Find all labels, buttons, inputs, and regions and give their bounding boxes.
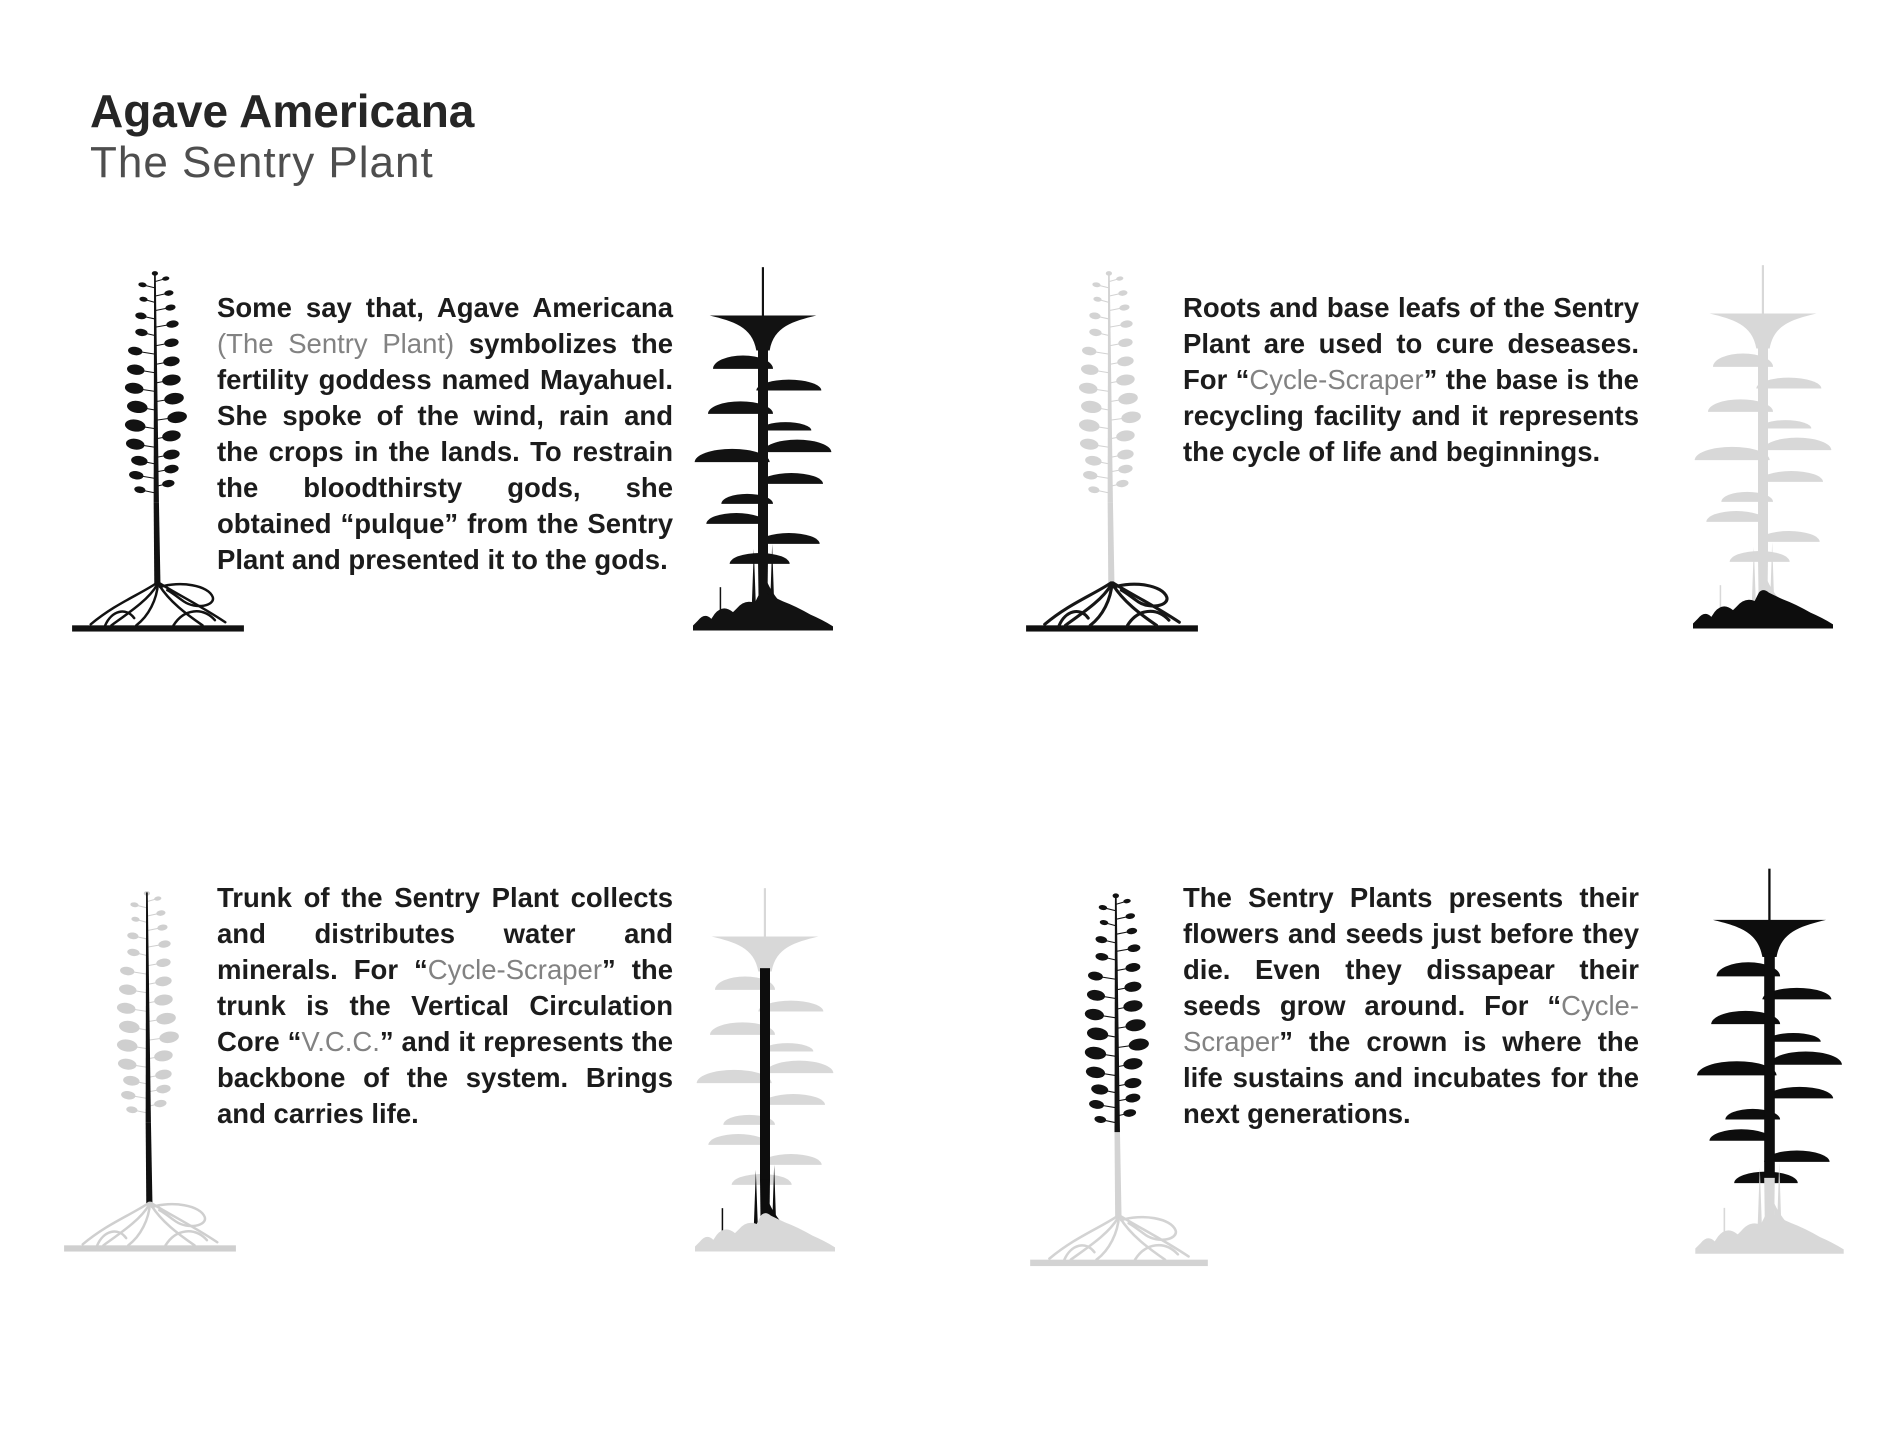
paragraph-roots <box>1183 290 1639 470</box>
body-text: Some say that, Agave Americana <box>217 292 673 323</box>
base-mound <box>1695 1213 1843 1254</box>
trunk-upper <box>1764 953 1775 1179</box>
sketch-roots <box>1049 1216 1188 1260</box>
crown-funnel <box>1710 314 1817 349</box>
ground-line <box>1030 1260 1208 1266</box>
ground-line <box>1026 625 1198 631</box>
agave-sketch-illustration <box>1024 262 1200 645</box>
sketch-stem-lower <box>1115 1132 1122 1218</box>
sketch-stem-upper <box>1108 272 1113 502</box>
body-text: Roots and base leafs of the Sentry Plant are used to cure deseases. For “ <box>1183 292 1639 395</box>
sketch-roots <box>91 583 226 625</box>
sketch-stem-lower <box>1108 502 1115 585</box>
light-term: (The Sentry Plant) <box>217 328 455 359</box>
crown-spire <box>762 267 764 317</box>
body-text: ” and it represents the backbone of the system. Brings and carries life. <box>217 1026 673 1129</box>
sketch-stem-lower <box>154 502 161 585</box>
body-text: ” the base is the recycling facility and it represents the cycle of life and beginnings. <box>1183 364 1639 467</box>
ground-line <box>64 1245 236 1251</box>
sketch-roots <box>1045 583 1180 625</box>
base-mound <box>695 1213 835 1251</box>
page-subtitle: The Sentry Plant <box>90 138 434 187</box>
light-term: Cycle-Scraper <box>1183 990 1639 1057</box>
light-term: Cycle-Scraper <box>427 954 603 985</box>
crown-spire <box>764 888 766 938</box>
body-text: ” the trunk is the Vertical Circulation Core “ <box>217 954 674 1057</box>
agave-silhouette-illustration <box>690 888 840 1255</box>
page-header <box>90 84 474 188</box>
paragraph-crown <box>1183 880 1639 1132</box>
body-text: symbolizes the fertility goddess named Mayahuel. She spoke of the wind, rain and the crops in the lands. To restrain the bloodthirsty gods, she obtained “pulque” from the Sentry Plant and presented it to the gods. <box>217 328 673 575</box>
light-term: Cycle-Scraper <box>1249 364 1424 395</box>
paragraph-myth <box>217 290 673 578</box>
base-mound <box>693 592 833 630</box>
crown-spire <box>1762 265 1764 315</box>
agave-silhouette-illustration <box>1688 265 1838 632</box>
agave-sketch-illustration <box>62 882 238 1265</box>
agave-silhouette-illustration <box>688 267 838 634</box>
crown-spire <box>1768 869 1770 922</box>
trunk-upper <box>760 968 770 1181</box>
body-text: Trunk of the Sentry Plant collects and distributes water and minerals. For “ <box>217 882 673 985</box>
base-mound <box>1693 590 1833 628</box>
page-title: Agave Americana <box>90 85 475 137</box>
crown-funnel <box>712 937 819 972</box>
sketch-stem-lower <box>146 1122 153 1205</box>
sketch-roots <box>83 1203 218 1245</box>
trunk-upper <box>1758 345 1768 558</box>
body-text: The Sentry Plants presents their flowers and seeds just before they die. Even they dissapear their seeds grow around. For “ <box>1183 882 1639 1021</box>
crown-funnel <box>1713 920 1826 957</box>
ground-line <box>72 625 244 631</box>
sketch-stem-upper <box>146 892 151 1122</box>
trunk-upper <box>758 347 768 560</box>
paragraph-trunk <box>217 880 673 1132</box>
sketch-stem-upper <box>154 272 159 502</box>
sketch-stem-upper <box>1115 895 1120 1133</box>
agave-silhouette-illustration <box>1690 868 1849 1258</box>
body-text: ” the crown is where the life sustains and incubates for the next generations. <box>1183 1026 1639 1129</box>
crown-funnel <box>710 316 817 351</box>
light-term: V.C.C. <box>301 1026 380 1057</box>
